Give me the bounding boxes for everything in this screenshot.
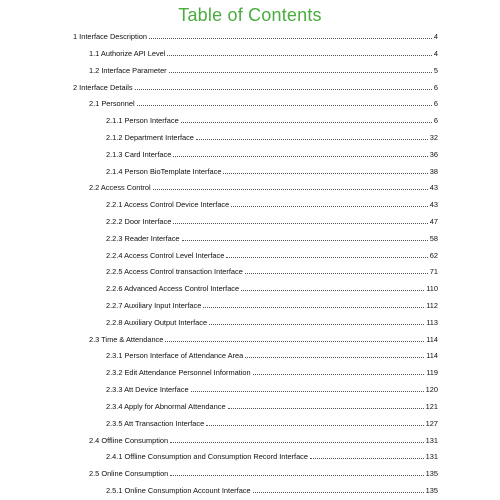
toc-entry[interactable] [106, 450, 438, 461]
toc-leader [253, 373, 425, 375]
toc-entry-title: 2.4.1 Offline Consumption and Consumption Record Interface [106, 452, 308, 461]
toc-leader [209, 323, 424, 325]
toc-leader [245, 272, 428, 274]
toc-leader [206, 424, 423, 426]
toc-entry[interactable] [106, 299, 438, 310]
toc-leader [165, 340, 424, 342]
toc-entry-title: 1.1 Authorize API Level [89, 49, 166, 58]
toc-leader [241, 289, 424, 291]
toc-entry-page: 110 [426, 284, 438, 293]
toc-entry-page: 38 [429, 167, 438, 176]
toc-entry-page: 6 [433, 116, 438, 125]
toc-entry-page: 5 [433, 66, 438, 75]
toc-entry-page: 6 [433, 83, 438, 92]
toc-entry-title: 2.3 Time & Attendance [89, 335, 164, 344]
toc-entry[interactable] [89, 47, 438, 58]
toc-entry-title: 2.3.4 Apply for Abnormal Attendance [106, 402, 226, 411]
toc-entry[interactable] [106, 316, 438, 327]
toc-entry[interactable] [89, 64, 438, 75]
toc-entry-title: 2.3.3 Att Device Interface [106, 385, 189, 394]
toc-entry-title: 1.2 Interface Parameter [89, 66, 167, 75]
toc-entry-page: 114 [426, 335, 438, 344]
toc-leader [310, 457, 424, 459]
toc-entry[interactable] [106, 165, 438, 176]
toc-entry-page: 4 [433, 49, 438, 58]
toc-leader [170, 441, 424, 443]
toc-entry-title: 2.1.1 Person Interface [106, 116, 179, 125]
toc-entry-page: 47 [429, 217, 438, 226]
toc-leader [181, 121, 432, 123]
toc-entry[interactable] [106, 249, 438, 260]
toc-entry-title: 1 Interface Description [73, 32, 147, 41]
toc-entry-title: 2.3.1 Person Interface of Attendance Area [106, 351, 244, 360]
toc-entry-page: 71 [429, 267, 438, 276]
toc-entry-page: 119 [426, 368, 438, 377]
toc-entry[interactable] [106, 400, 438, 411]
toc-entry-page: 43 [429, 183, 438, 192]
toc-leader [203, 306, 424, 308]
toc-entry-page: 114 [426, 351, 438, 360]
toc-entry-page: 131 [425, 436, 438, 445]
toc-entry-title: 2.1 Personnel [89, 99, 135, 108]
toc-entry-page: 36 [429, 150, 438, 159]
toc-leader [135, 88, 432, 90]
toc-entry-title: 2.4 Offline Consumption [89, 436, 169, 445]
toc-entry-title: 2.5 Online Consumption [89, 469, 169, 478]
toc-leader [223, 172, 427, 174]
toc-entry-title: 2.2.3 Reader Interface [106, 234, 180, 243]
toc-leader [245, 356, 424, 358]
toc-entry[interactable] [89, 181, 438, 192]
toc-entry[interactable] [106, 265, 438, 276]
toc-entry-title: 2.2.2 Door Interface [106, 217, 172, 226]
toc-entry-page: 131 [425, 452, 438, 461]
toc-entry-page: 121 [425, 402, 438, 411]
toc-leader [226, 256, 427, 258]
toc-entry-page: 113 [426, 318, 438, 327]
toc-entry[interactable] [89, 434, 438, 445]
toc-entry[interactable] [106, 349, 438, 360]
toc-entry-title: 2.2.6 Advanced Access Control Interface [106, 284, 240, 293]
toc-entry[interactable] [106, 148, 438, 159]
toc-entry-title: 2.2.7 Auxiliary Input Interface [106, 301, 202, 310]
toc-entry-title: 2.5.1 Online Consumption Account Interface [106, 486, 251, 495]
toc-entry[interactable] [89, 467, 438, 478]
toc-entry-page: 62 [429, 251, 438, 260]
toc-leader [170, 474, 423, 476]
toc-entry[interactable] [106, 383, 438, 394]
toc-entry[interactable] [89, 333, 438, 344]
toc-entry[interactable] [89, 97, 438, 108]
toc-leader [167, 54, 431, 56]
toc-entry-title: 2.2.5 Access Control transaction Interface [106, 267, 243, 276]
toc-leader [253, 491, 424, 493]
toc-entry-page: 120 [425, 385, 438, 394]
toc-entry-page: 135 [425, 486, 438, 495]
toc-leader [169, 71, 432, 73]
toc-entry-page: 6 [433, 99, 438, 108]
toc-entry-title: 2.3.2 Edit Attendance Personnel Information [106, 368, 251, 377]
toc-entry-page: 43 [429, 200, 438, 209]
toc-entry[interactable] [106, 131, 438, 142]
toc-entry[interactable] [106, 282, 438, 293]
toc-entry-page: 32 [429, 133, 438, 142]
toc-leader [153, 188, 428, 190]
toc-leader [228, 407, 424, 409]
toc-entry-title: 2 Interface Details [73, 83, 133, 92]
toc-entry-page: 127 [425, 419, 438, 428]
toc-leader [149, 37, 432, 39]
toc-leader [196, 138, 428, 140]
toc-entry[interactable] [73, 81, 438, 92]
toc-leader [173, 155, 427, 157]
toc-entry-page: 4 [433, 32, 438, 41]
toc-entry[interactable] [106, 417, 438, 428]
toc-entry-title: 2.2.4 Access Control Level Interface [106, 251, 225, 260]
toc-entry-title: 2.2.1 Access Control Device Interface [106, 200, 230, 209]
toc-entry-title: 2.2.8 Auxiliary Output Interface [106, 318, 208, 327]
toc-entry-title: 2.1.4 Person BioTemplate Interface [106, 167, 222, 176]
toc-leader [137, 104, 432, 106]
toc-leader [182, 239, 428, 241]
toc-entry-page: 58 [429, 234, 438, 243]
toc-entry[interactable] [106, 215, 438, 226]
toc-entry[interactable] [73, 30, 438, 41]
toc-leader [173, 222, 427, 224]
toc-entry-page: 135 [425, 469, 438, 478]
toc-entry-page: 112 [426, 301, 438, 310]
toc-entry-title: 2.3.5 Att Transaction Interface [106, 419, 205, 428]
toc-leader [231, 205, 428, 207]
toc-entry[interactable] [106, 366, 438, 377]
toc-entry[interactable] [106, 198, 438, 209]
toc-leader [191, 390, 424, 392]
toc-entry-title: 2.1.2 Department Interface [106, 133, 194, 142]
toc-entry[interactable] [106, 484, 438, 495]
toc-entry[interactable] [106, 114, 438, 125]
toc-entry-title: 2.1.3 Card Interface [106, 150, 172, 159]
toc-entry-title: 2.2 Access Control [89, 183, 151, 192]
page-title: Table of Contents [178, 5, 322, 25]
toc-entry[interactable] [106, 232, 438, 243]
